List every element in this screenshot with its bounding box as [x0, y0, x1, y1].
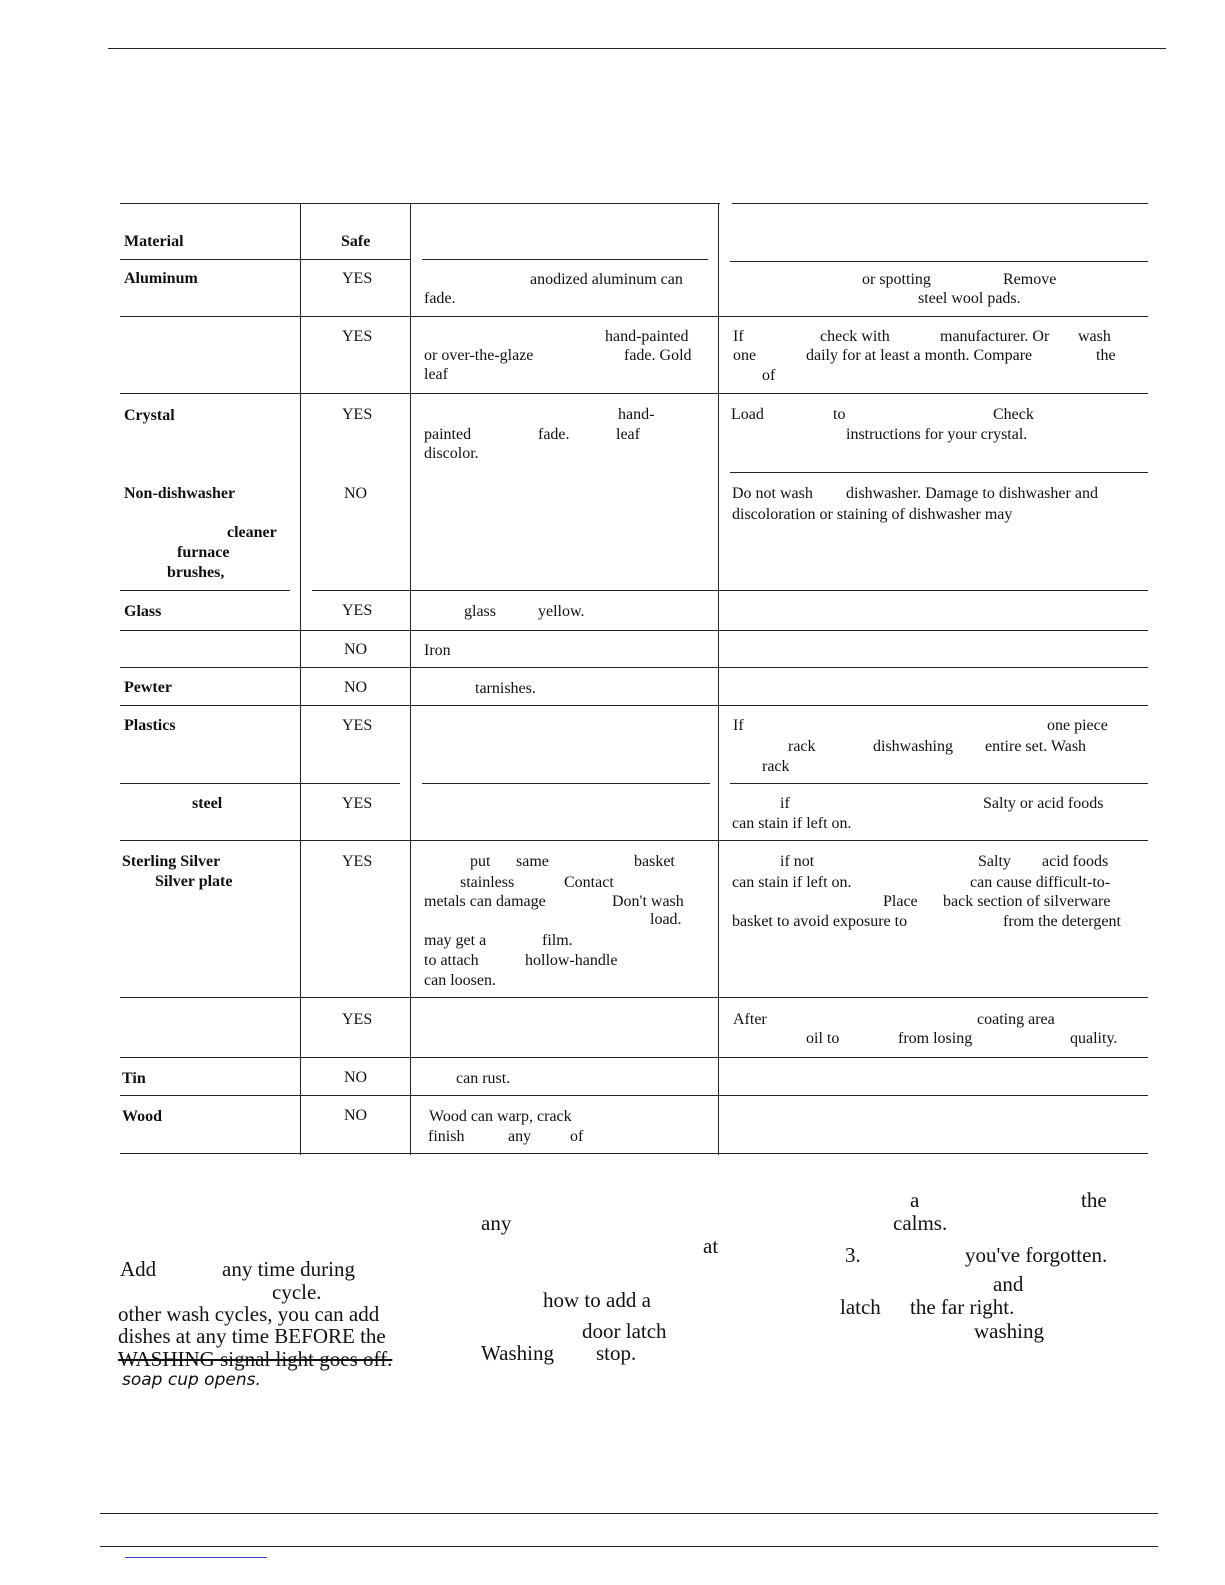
- tips-crystal: Check: [993, 406, 1034, 423]
- material-non-dishwasher-detail: brushes,: [167, 564, 225, 581]
- tips-stainless-steel: if: [780, 795, 790, 812]
- tips-row-11: coating area: [977, 1011, 1055, 1028]
- tips-stainless-steel: can stain if left on.: [732, 815, 852, 832]
- body-col1-line: other wash cycles, you can add: [118, 1302, 380, 1326]
- tips-plastics: rack: [788, 738, 816, 755]
- effect-sterling-silver: basket: [634, 853, 675, 870]
- material-non-dishwasher: Non-dishwasher: [124, 485, 236, 502]
- effect-wood: of: [570, 1128, 584, 1145]
- effect-sterling-silver: may get a: [424, 932, 487, 949]
- safe-glass: YES: [342, 602, 373, 619]
- tips-sterling-silver: acid foods: [1042, 853, 1109, 870]
- handwritten-note: soap cup opens.: [122, 1370, 261, 1390]
- bottom-rule-2: [100, 1546, 1158, 1547]
- safe-stainless-steel: YES: [342, 795, 373, 812]
- safe-crystal: YES: [342, 406, 373, 423]
- material-sterling-silver: Sterling Silver: [122, 853, 221, 870]
- tips-row-2: wash: [1078, 328, 1111, 345]
- tips-row-11: oil to: [806, 1030, 840, 1047]
- tips-row-2: manufacturer. Or: [940, 328, 1050, 345]
- body-col3-line: the: [1081, 1188, 1107, 1212]
- body-col3-line: washing: [974, 1319, 1044, 1343]
- safe-plastics: YES: [342, 717, 373, 734]
- tips-sterling-silver: can stain if left on.: [732, 874, 852, 891]
- tips-crystal: to: [833, 406, 846, 423]
- effect-row-6: Iron: [424, 642, 451, 659]
- header-safe: Safe: [341, 233, 371, 250]
- material-crystal: Crystal: [124, 407, 175, 424]
- body-col3-line: and: [993, 1272, 1024, 1296]
- safe-pewter: NO: [344, 679, 368, 696]
- tips-row-2: one: [733, 347, 757, 364]
- tips-row-2: check with: [820, 328, 890, 345]
- body-col1-line-struck: WASHING signal light goes off.: [118, 1347, 393, 1371]
- safe-aluminum: YES: [342, 270, 373, 287]
- tips-row-2: daily for at least a month. Compare: [806, 347, 1033, 364]
- effect-sterling-silver: can loosen.: [424, 972, 496, 989]
- effect-sterling-silver: Don't wash: [612, 893, 684, 910]
- safe-wood: NO: [344, 1107, 368, 1124]
- body-col1-line: cycle.: [272, 1280, 322, 1304]
- tips-row-2: the: [1096, 347, 1116, 364]
- effect-crystal: leaf: [616, 426, 640, 443]
- material-stainless-steel: steel: [192, 795, 223, 812]
- effect-wood: finish: [428, 1128, 465, 1145]
- effect-sterling-silver: film.: [542, 932, 573, 949]
- effect-crystal: discolor.: [424, 445, 479, 462]
- tips-sterling-silver: can cause difficult-to-: [970, 874, 1111, 891]
- tips-sterling-silver: from the detergent: [1003, 913, 1121, 930]
- effect-crystal: painted: [424, 426, 472, 443]
- body-col1-line: Add: [120, 1257, 157, 1281]
- material-plastics: Plastics: [124, 717, 176, 734]
- effect-row-2: hand-painted: [605, 328, 689, 345]
- material-aluminum: Aluminum: [124, 270, 198, 287]
- tips-plastics: If: [733, 717, 744, 734]
- effect-sterling-silver: Contact: [564, 874, 614, 891]
- effect-sterling-silver: same: [516, 853, 549, 870]
- safe-row-2: YES: [342, 328, 373, 345]
- effect-crystal: hand-: [618, 406, 655, 423]
- effect-sterling-silver: metals can damage: [424, 893, 546, 910]
- body-col3-line: you've forgotten.: [965, 1243, 1108, 1267]
- tips-sterling-silver: Place: [883, 893, 918, 910]
- material-wood: Wood: [122, 1108, 163, 1125]
- body-col3-line: latch: [840, 1295, 881, 1319]
- body-col2-line: any: [481, 1211, 512, 1235]
- body-col3-line: the far right.: [910, 1295, 1015, 1319]
- tips-row-2: of: [762, 367, 776, 384]
- body-col1-line: any time during: [222, 1257, 355, 1281]
- body-col2-line: door latch: [582, 1319, 667, 1343]
- tips-plastics: one piece: [1047, 717, 1108, 734]
- tips-plastics: rack: [762, 758, 790, 775]
- effect-tin: can rust.: [456, 1070, 511, 1087]
- tips-aluminum: Remove: [1003, 271, 1057, 288]
- effect-pewter: tarnishes.: [475, 680, 536, 697]
- tips-row-11: After: [733, 1011, 767, 1028]
- tips-aluminum: or spotting: [862, 271, 931, 288]
- effect-sterling-silver: put: [470, 853, 491, 870]
- effect-aluminum: anodized aluminum can: [530, 271, 683, 288]
- material-non-dishwasher-detail: furnace: [177, 544, 230, 561]
- tips-crystal: Load: [731, 406, 764, 423]
- page-link-underline: [125, 1557, 267, 1558]
- body-col2-line: how to add a: [543, 1288, 651, 1312]
- tips-sterling-silver: if not: [780, 853, 815, 870]
- effect-sterling-silver: load.: [650, 911, 682, 928]
- tips-non-dishwasher: discoloration or staining of dishwasher may: [732, 506, 1013, 523]
- tips-non-dishwasher: Do not wash: [732, 485, 813, 502]
- safe-row-11: YES: [342, 1011, 373, 1028]
- material-pewter: Pewter: [124, 679, 172, 696]
- effect-row-2: or over-the-glaze: [424, 347, 534, 364]
- effect-sterling-silver: stainless: [460, 874, 515, 891]
- effect-row-2: leaf: [424, 366, 448, 383]
- body-col2-line: stop.: [596, 1341, 637, 1365]
- header-material: Material: [124, 233, 184, 250]
- body-col3-line: a: [910, 1188, 920, 1212]
- tips-plastics: entire set. Wash: [985, 738, 1087, 755]
- tips-row-11: quality.: [1070, 1030, 1118, 1047]
- body-col1-line: dishes at any time BEFORE the: [118, 1324, 386, 1348]
- material-non-dishwasher-detail: cleaner: [227, 524, 277, 541]
- effect-wood: any: [508, 1128, 532, 1145]
- safe-row-6: NO: [344, 641, 368, 658]
- material-silver-plate: Silver plate: [155, 873, 233, 890]
- top-rule: [108, 48, 1166, 49]
- material-tin: Tin: [122, 1070, 146, 1087]
- tips-row-11: from losing: [898, 1030, 973, 1047]
- safe-sterling-silver: YES: [342, 853, 373, 870]
- tips-sterling-silver: Salty: [978, 853, 1011, 870]
- safe-non-dishwasher: NO: [344, 485, 368, 502]
- effect-crystal: fade.: [538, 426, 570, 443]
- body-col2-line: at: [703, 1234, 719, 1258]
- tips-crystal: instructions for your crystal.: [846, 426, 1028, 443]
- tips-sterling-silver: back section of silverware: [943, 893, 1111, 910]
- safe-tin: NO: [344, 1069, 368, 1086]
- effect-aluminum: fade.: [424, 290, 456, 307]
- tips-row-2: If: [733, 328, 744, 345]
- bottom-rule-1: [100, 1513, 1158, 1514]
- tips-plastics: dishwashing: [873, 738, 953, 755]
- tips-non-dishwasher: dishwasher. Damage to dishwasher and: [846, 485, 1098, 502]
- body-col2-line: Washing: [481, 1341, 554, 1365]
- effect-sterling-silver: hollow-handle: [525, 952, 618, 969]
- effect-wood: Wood can warp, crack: [429, 1108, 572, 1125]
- material-glass: Glass: [124, 603, 162, 620]
- effect-glass: yellow.: [538, 603, 585, 620]
- tips-sterling-silver: basket to avoid exposure to: [732, 913, 908, 930]
- effect-sterling-silver: to attach: [424, 952, 479, 969]
- body-col3-line: 3.: [845, 1243, 861, 1267]
- tips-stainless-steel: Salty or acid foods: [983, 795, 1104, 812]
- tips-aluminum: steel wool pads.: [918, 290, 1021, 307]
- effect-glass: glass: [464, 603, 496, 620]
- effect-row-2: fade. Gold: [624, 347, 692, 364]
- body-col3-line: calms.: [893, 1211, 948, 1235]
